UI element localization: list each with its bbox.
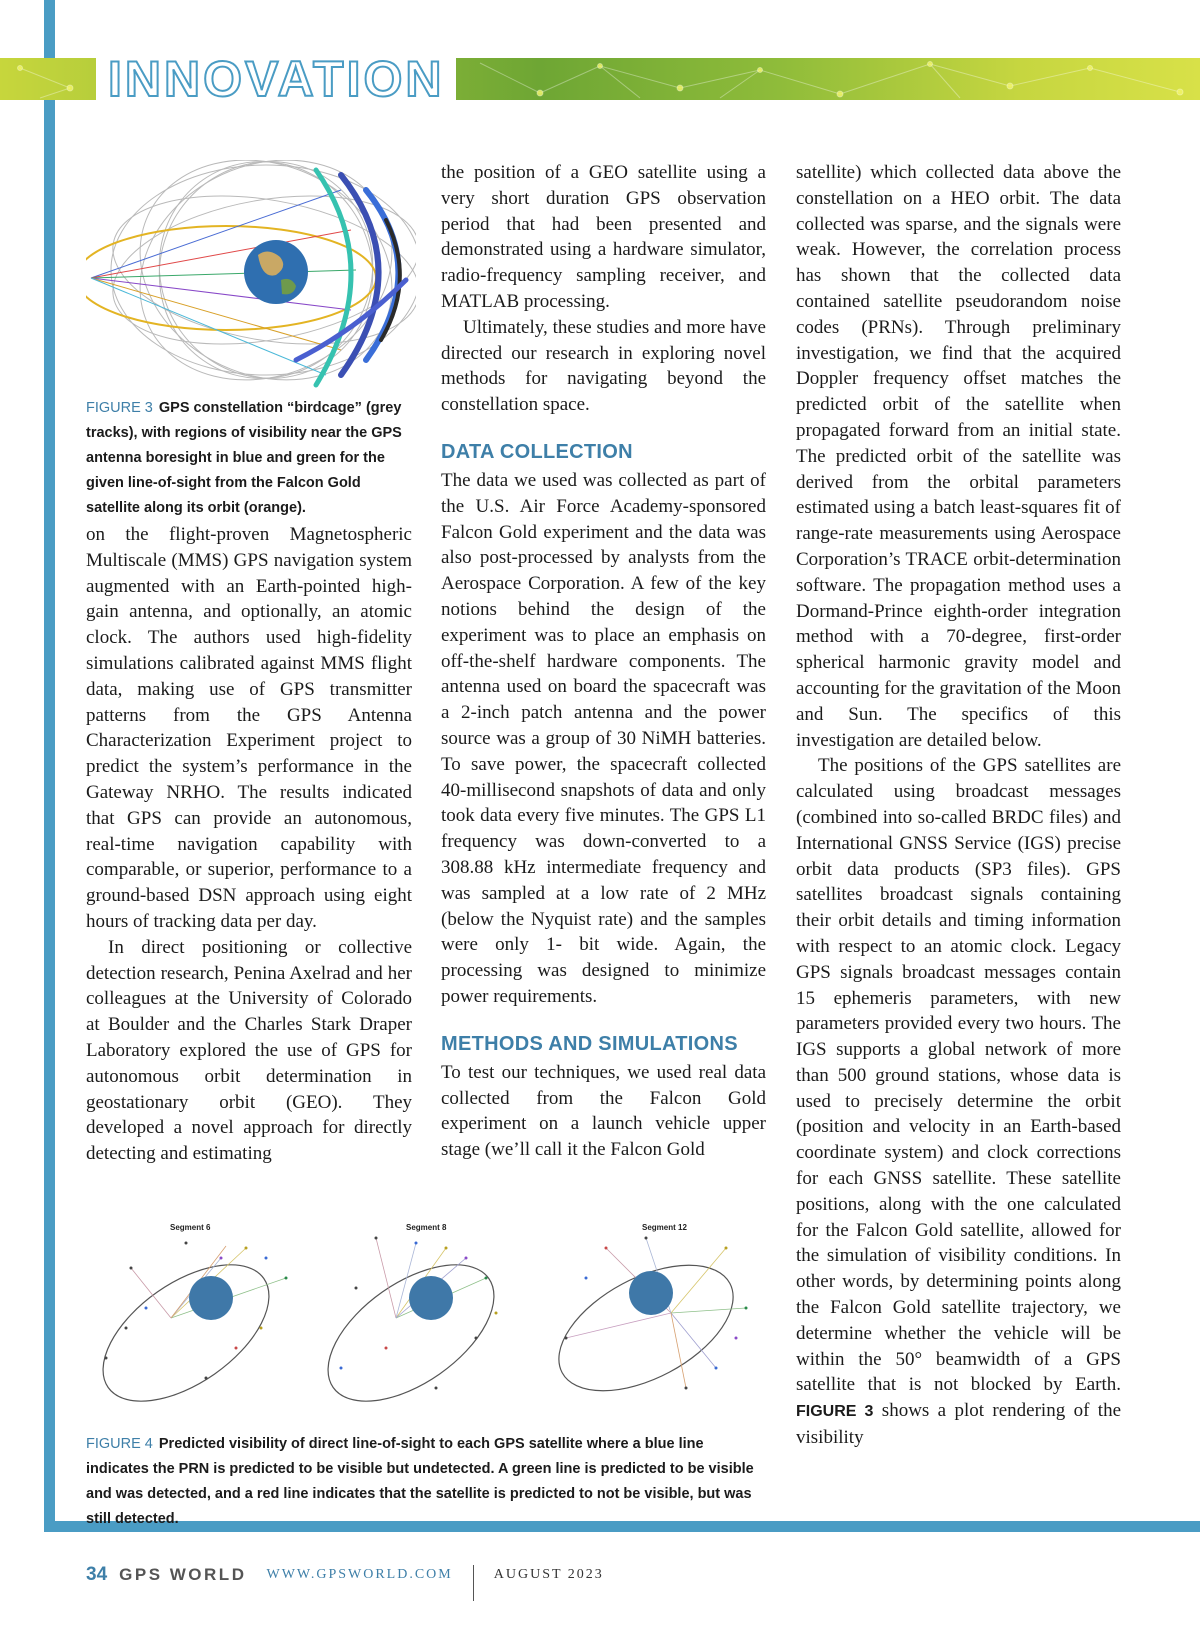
data-collection-paragraph: The data we used was collected as part of the U.S. Air Force Academy-sponsored Falcon Gold experiment and the data was also post-processed by analysts from the Aerospace Corporation. A few of the key notions behind the design of the experiment was to place an emphasis on off-the-shelf hardware components. The antenna used on board the spacecraft was a 2-inch patch antenna and the power source was a group of 30 NiMH batteries. To save power, the spacecraft collected 40-millisecond snapshots of data and only took data every five minutes. The GPS L1 frequency was down-converted to a 308.88 kHz intermediate frequency and was sampled at a low rate of 2 MHz (below the Nyquist rate) and the samples were only 1- bit wide. Again, the processing was designed to minimize power requirements. — [441, 469, 766, 1007]
column-2 — [441, 160, 766, 1163]
column-2-paragraph-1: the position of a GEO satellite using a very short duration GPS observation period that had been presented and demonstrated using a hardware simulator, radio-frequency sampling receiver, and MATLAB processing. — [441, 162, 766, 312]
segment-12-plot — [539, 1237, 754, 1417]
segment-8-plot — [305, 1237, 518, 1429]
column-2-paragraph-2: Ultimately, these studies and more have directed our research in exploring novel methods for navigating beyond the constellation space. — [441, 316, 766, 416]
segment-12-earth — [629, 1271, 673, 1315]
falcon-gold-orbit — [86, 226, 376, 330]
figure-3-birdcage — [86, 160, 416, 400]
segment-8-label: Segment 8 — [406, 1223, 447, 1232]
section-title: INNOVATION — [108, 51, 445, 107]
page-number: 34 — [86, 1564, 108, 1585]
magazine-name: GPS WORLD — [119, 1565, 247, 1584]
segment-6-label: Segment 6 — [170, 1223, 211, 1232]
column-3 — [796, 160, 1121, 1451]
figure-3-caption — [86, 396, 412, 521]
column-3-paragraph-2-text: The positions of the GPS satellites are calculated using broadcast messages (combined into so-called BRDC files) and International GNSS Service (IGS) precise orbit data products (SP3 files). GPS satellites broadcast signals containing their orbit details and timing information with respect to an atomic clock. Legacy GPS signals broadcast messages contain 15 ephemeris parameters, with new parameters provided every two hours. The IGS supports a global network of more than 500 ground stations, whose data is used to precisely determine the orbit (position and velocity in an Earth-based coordinate system) and clock corrections for each GNSS satellite. These satellite positions, along with the one calculated for the Falcon Gold satellite, allowed for the simulation of visibility conditions. In other words, by determining points along the Falcon Gold satellite trajectory, we determine whether the vehicle will be within the 50° beamwidth of a GPS satellite that is not blocked by Earth. — [796, 755, 1121, 1396]
issue-date: AUGUST 2023 — [493, 1567, 604, 1582]
figure-4-label: FIGURE 4 — [86, 1436, 153, 1452]
figure-3-reference: FIGURE 3 — [796, 1403, 874, 1421]
column-1-paragraph-2: In direct positioning or collective detection research, Penina Axelrad and her colleagues at the University of Colorado at Boulder and the Charles Stark Draper Laboratory explored the use of GPS for autonomous orbit determination in geostationary orbit (GEO). They developed a novel approach for directly detecting and estimating — [86, 936, 412, 1165]
figure-4-caption — [86, 1432, 766, 1532]
magazine-url[interactable]: WWW.GPSWORLD.COM — [266, 1567, 453, 1582]
methods-paragraph: To test our techniques, we used real data collected from the Falcon Gold experiment on a launch vehicle upper stage (we’ll call it the Falcon Gold — [441, 1061, 766, 1161]
figure-4-visibility-segments — [86, 1218, 776, 1430]
column-1-paragraph-1: on the flight-proven Magnetospheric Multiscale (MMS) GPS navigation system augmented with an Earth-pointed high-gain antenna, and optionally, an atomic clock. The authors used high-fidelity simulations calibrated against MMS flight data, making use of GPS transmitter patterns from the GPS Antenna Characterization Experiment project to predict the system’s performance in the Gateway NRHO. The results indicated that GPS can provide an autonomous, real-time navigation capability with comparable, or superior, performance to a ground-based DSN approach using eight hours of tracking data per day. — [86, 524, 412, 932]
segment-6-plot — [86, 1238, 292, 1429]
figure-3-label: FIGURE 3 — [86, 400, 153, 416]
heading-methods-simulations: METHODS AND SIMULATIONS — [441, 1032, 738, 1055]
figure-3-caption-text: GPS constellation “birdcage” (grey tracks), with regions of visibility near the GPS antenna boresight in blue and green for the given line-of-sight from the Falcon Gold satellite along its orbit (orange). — [86, 400, 402, 516]
footer-divider — [473, 1565, 474, 1601]
section-title-box — [96, 50, 456, 108]
left-accent-bar — [44, 0, 55, 1532]
heading-data-collection: DATA COLLECTION — [441, 440, 633, 463]
segment-12-label: Segment 12 — [642, 1223, 687, 1232]
column-3-paragraph-2 — [796, 753, 1121, 1451]
segment-8-earth — [409, 1276, 453, 1320]
column-3-paragraph-2-end: shows a plot rendering of the visibility — [796, 1400, 1121, 1449]
column-3-paragraph-1: satellite) which collected data above the constellation on a HEO orbit. The data collected was sparse, and the signals were weak. However, the correlation process has shown that the collected data contained satellite pseudorandom noise codes (PRNs). Through preliminary investigation, we find that the acquired Doppler frequency offset matches the predicted orbit of the satellite when propagated forward from an initial state. The predicted orbit of the satellite was derived from the orbital parameters estimated using a batch least-squares fit of range-rate measurements using Aerospace Corporation’s TRACE orbit-determination software. The propagation method uses a Dormand-Prince eighth-order integration method with a 70-degree, first-order spherical harmonic gravity model and accounting for the gravitation of the Moon and Sun. The specifics of this investigation are detailed below. — [796, 162, 1121, 751]
figure-4-caption-text: Predicted visibility of direct line-of-sight to each GPS satellite where a blue line indicates the PRN is predicted to be visible but undetected. A green line is predicted to be visible and was detected, and a red line indicates that the satellite is predicted to not be visible, but was still detected. — [86, 1436, 754, 1527]
segment-6-earth — [189, 1276, 233, 1320]
column-1 — [86, 522, 412, 1167]
page-footer — [86, 1560, 604, 1590]
